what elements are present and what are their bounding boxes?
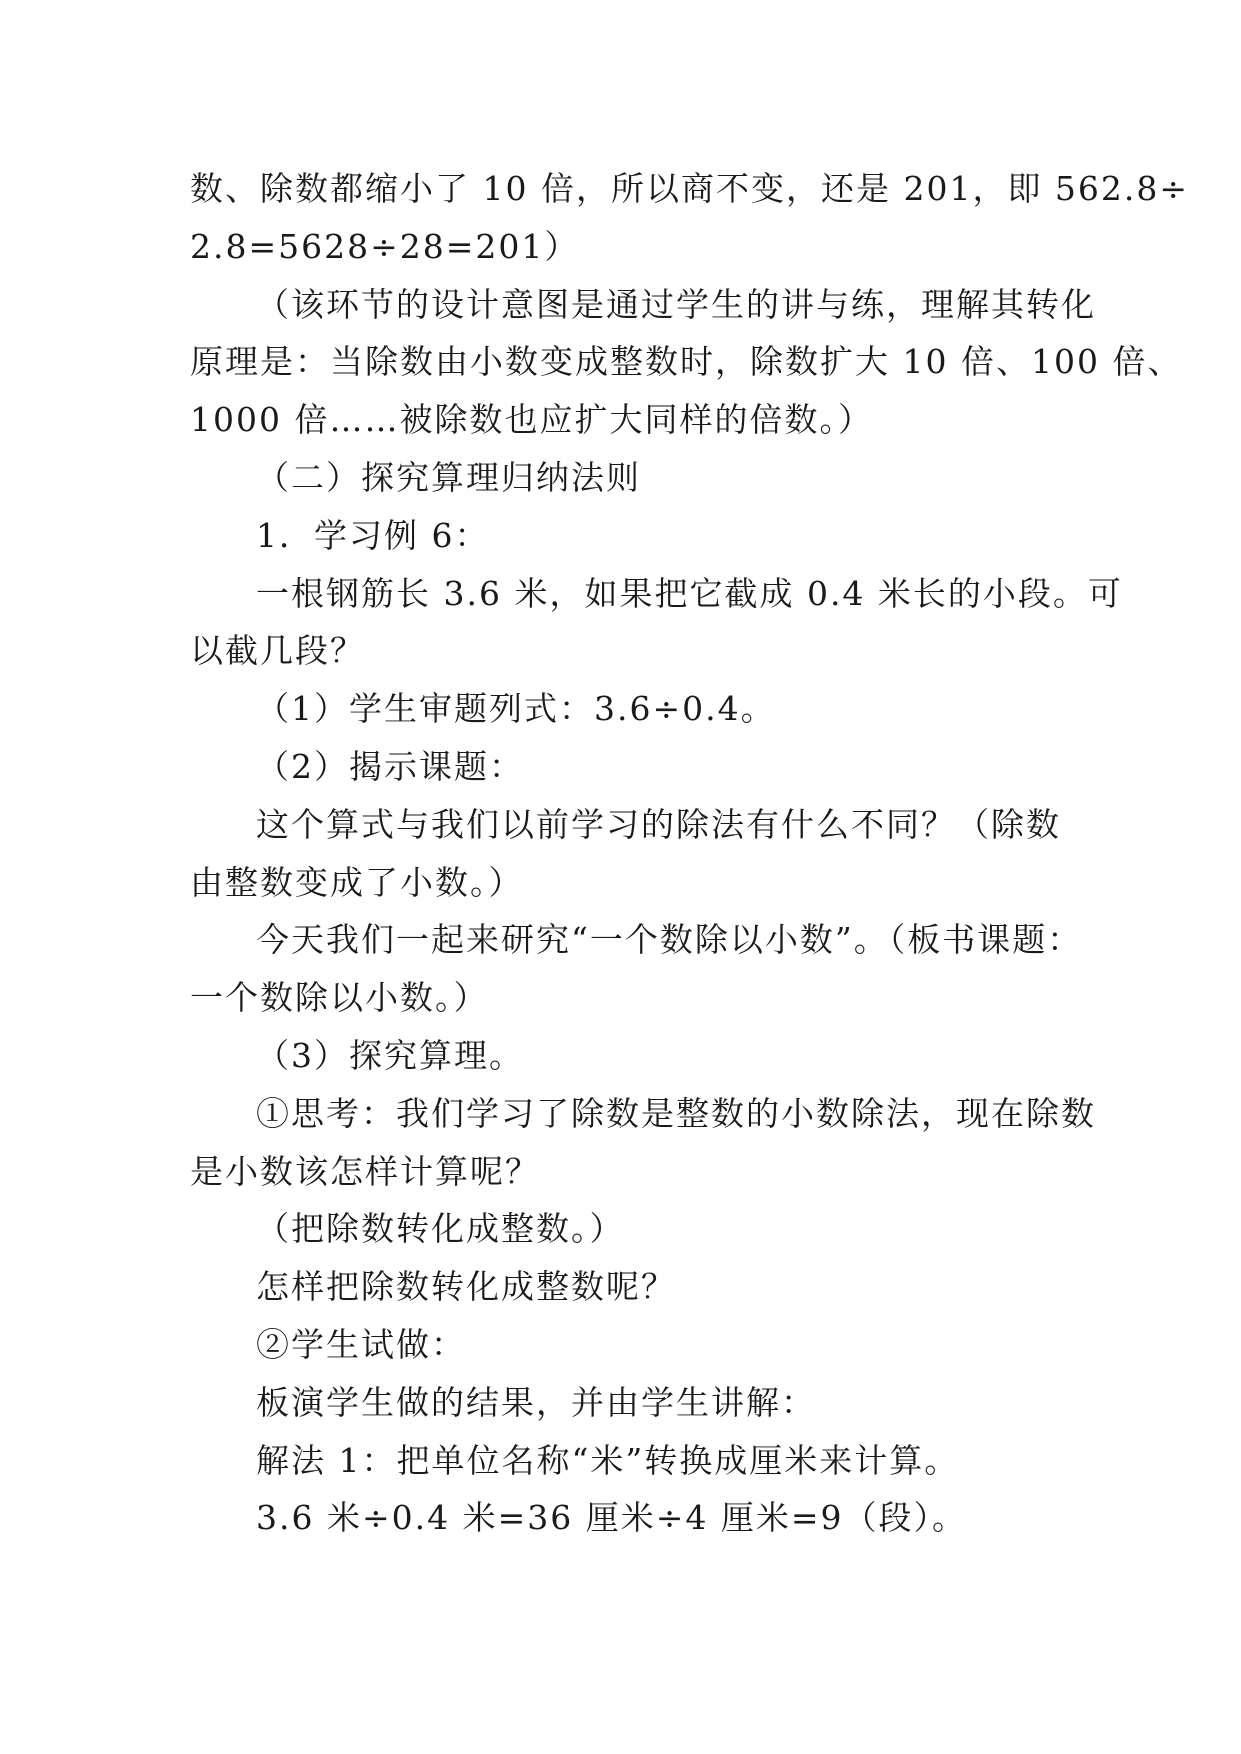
text-line: 1000 倍……被除数也应扩大同样的倍数。） — [190, 400, 873, 440]
text-line: 由整数变成了小数。） — [190, 862, 524, 902]
document-body — [190, 160, 1190, 1547]
paragraph-line: 怎样把除数转化成整数呢？ — [256, 1267, 676, 1307]
paragraph-line: ①思考：我们学习了除数是整数的小数除法，现在除数 — [256, 1093, 1096, 1133]
paragraph-line: 解法 1：把单位名称“米”转换成厘米来计算。 — [256, 1440, 960, 1480]
text-line: 以截几段？ — [190, 631, 365, 671]
paragraph-line: 一根钢筋长 3.6 米，如果把它截成 0.4 米长的小段。可 — [256, 573, 1123, 613]
subsection-heading: 1．学习例 6： — [256, 515, 490, 555]
text-line: 2.8=5628÷28=201） — [190, 226, 580, 266]
paragraph-line: （1）学生审题列式：3.6÷0.4。 — [256, 689, 776, 729]
text-line: 一个数除以小数。） — [190, 978, 489, 1018]
paragraph-line: （该环节的设计意图是通过学生的讲与练，理解其转化 — [256, 284, 1096, 324]
text-line: 原理是：当除数由小数变成整数时，除数扩大 10 倍、100 倍、 — [190, 342, 1183, 382]
text-line: 是小数该怎样计算呢？ — [190, 1151, 540, 1191]
paragraph-line: （把除数转化成整数。） — [256, 1209, 625, 1249]
paragraph-line: ②学生试做： — [256, 1324, 466, 1364]
paragraph-line: 板演学生做的结果，并由学生讲解： — [256, 1382, 816, 1422]
paragraph-line: 今天我们一起来研究“一个数除以小数”。（板书课题： — [256, 920, 1083, 960]
section-heading: （二）探究算理归纳法则 — [256, 457, 641, 497]
paragraph-line: （2）揭示课题： — [256, 746, 524, 786]
text-line: 数、除数都缩小了 10 倍，所以商不变，还是 201，即 562.8÷ — [190, 169, 1190, 208]
paragraph-line: 这个算式与我们以前学习的除法有什么不同？（除数 — [256, 804, 1061, 844]
paragraph-line: 3.6 米÷0.4 米=36 厘米÷4 厘米=9（段）。 — [256, 1498, 968, 1538]
paragraph-line: （3）探究算理。 — [256, 1035, 524, 1075]
